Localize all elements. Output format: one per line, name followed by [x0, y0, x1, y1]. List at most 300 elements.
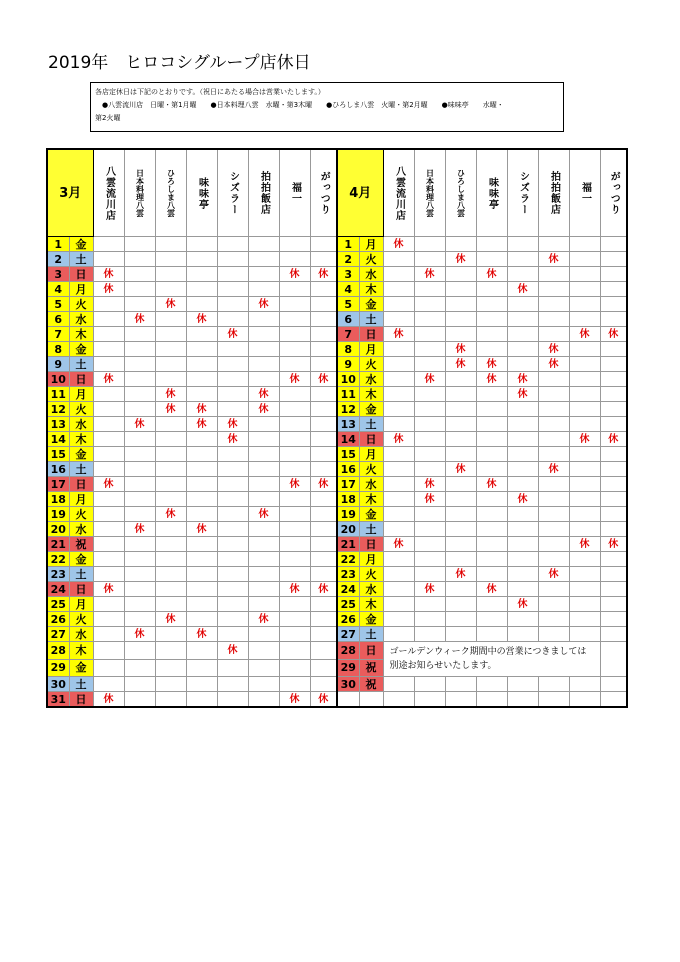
- day-row: [47, 237, 627, 252]
- cell: [155, 252, 186, 267]
- cell: [414, 402, 445, 417]
- cell: [279, 432, 310, 447]
- closed-mark: 休: [383, 537, 414, 552]
- cell: [383, 692, 414, 708]
- cell: [507, 537, 538, 552]
- day-number: 20: [337, 522, 359, 537]
- cell: [445, 522, 476, 537]
- day-number: 31: [47, 692, 69, 708]
- cell: [600, 642, 627, 677]
- closed-mark: 休: [124, 627, 155, 642]
- closed-mark: 休: [476, 372, 507, 387]
- page-title: 2019年 ヒロコシグループ店休日: [48, 53, 311, 73]
- shop-header: [155, 149, 186, 237]
- cell: [279, 522, 310, 537]
- cell: [248, 462, 279, 477]
- cell: [155, 432, 186, 447]
- shop-name: 日本料理八雲: [135, 169, 145, 217]
- cell: [217, 252, 248, 267]
- cell: [507, 477, 538, 492]
- closed-mark: 休: [600, 327, 627, 342]
- cell: [217, 692, 248, 708]
- shop-name: 拍拍飯店: [258, 171, 270, 215]
- cell: [383, 612, 414, 627]
- cell: [600, 692, 627, 708]
- cell: [445, 372, 476, 387]
- cell: [569, 342, 600, 357]
- cell: [414, 417, 445, 432]
- cell: [414, 522, 445, 537]
- cell: [217, 537, 248, 552]
- cell: [476, 327, 507, 342]
- weekday: 土: [69, 357, 93, 372]
- cell: [186, 297, 217, 312]
- cell: [93, 659, 124, 677]
- cell: [248, 372, 279, 387]
- cell: [279, 417, 310, 432]
- cell: [445, 692, 476, 708]
- cell: [445, 417, 476, 432]
- cell: [507, 677, 538, 692]
- cell: [93, 432, 124, 447]
- cell: [538, 537, 569, 552]
- closed-mark: 休: [507, 387, 538, 402]
- weekday: 日: [359, 642, 383, 660]
- cell: [155, 597, 186, 612]
- cell: [248, 642, 279, 660]
- cell: [414, 342, 445, 357]
- cell: [569, 612, 600, 627]
- cell: [217, 477, 248, 492]
- closed-mark: 休: [507, 492, 538, 507]
- cell: [310, 417, 337, 432]
- weekday: 月: [359, 237, 383, 252]
- cell: [476, 677, 507, 692]
- cell: [248, 342, 279, 357]
- cell: [507, 582, 538, 597]
- cell: [248, 552, 279, 567]
- cell: [414, 552, 445, 567]
- shop-header: [569, 149, 600, 237]
- cell: [569, 507, 600, 522]
- closed-mark: 休: [476, 477, 507, 492]
- closed-mark: 休: [507, 597, 538, 612]
- cell: [476, 597, 507, 612]
- cell: [217, 492, 248, 507]
- cell: [248, 659, 279, 677]
- cell: [310, 627, 337, 642]
- day-number: 8: [337, 342, 359, 357]
- cell: [217, 677, 248, 692]
- cell: [248, 477, 279, 492]
- cell: [476, 612, 507, 627]
- cell: [217, 312, 248, 327]
- closed-mark: 休: [155, 507, 186, 522]
- cell: [507, 357, 538, 372]
- closed-mark: 休: [310, 477, 337, 492]
- weekday: 土: [69, 677, 93, 692]
- cell: [93, 297, 124, 312]
- day-number: 12: [47, 402, 69, 417]
- cell: [124, 582, 155, 597]
- day-number: 18: [337, 492, 359, 507]
- day-row: [47, 357, 627, 372]
- shop-name: がっつり: [608, 171, 620, 215]
- cell: [414, 677, 445, 692]
- closed-mark: 休: [538, 357, 569, 372]
- cell: [186, 642, 217, 660]
- day-row: [47, 297, 627, 312]
- day-row: [47, 507, 627, 522]
- weekday: 木: [69, 642, 93, 660]
- weekday: 火: [359, 252, 383, 267]
- cell: [279, 659, 310, 677]
- cell: [569, 627, 600, 642]
- closed-mark: 休: [279, 267, 310, 282]
- notice-line: 第2火曜: [95, 114, 121, 122]
- cell: [476, 627, 507, 642]
- weekday: 金: [69, 237, 93, 252]
- cell: [248, 597, 279, 612]
- cell: [476, 507, 507, 522]
- cell: [310, 597, 337, 612]
- cell: [310, 462, 337, 477]
- cell: [217, 447, 248, 462]
- cell: [279, 447, 310, 462]
- day-number: 4: [47, 282, 69, 297]
- cell: [248, 447, 279, 462]
- cell: [124, 567, 155, 582]
- cell: [600, 507, 627, 522]
- day-number: 24: [47, 582, 69, 597]
- day-number: 25: [337, 597, 359, 612]
- closed-mark: 休: [124, 522, 155, 537]
- day-number: 1: [337, 237, 359, 252]
- cell: [186, 447, 217, 462]
- day-number: 14: [337, 432, 359, 447]
- cell: [186, 537, 217, 552]
- closed-mark: 休: [217, 432, 248, 447]
- day-number: 27: [47, 627, 69, 642]
- weekday: 金: [69, 342, 93, 357]
- closed-mark: 休: [445, 357, 476, 372]
- cell: [93, 357, 124, 372]
- weekday: 水: [359, 372, 383, 387]
- cell: [445, 552, 476, 567]
- cell: [600, 627, 627, 642]
- day-row: [47, 567, 627, 582]
- cell: [445, 402, 476, 417]
- cell: [93, 342, 124, 357]
- cell: [476, 402, 507, 417]
- closed-mark: 休: [248, 402, 279, 417]
- closed-mark: 休: [538, 567, 569, 582]
- cell: [383, 677, 414, 692]
- weekday: 木: [69, 327, 93, 342]
- day-row: [47, 447, 627, 462]
- cell: [186, 477, 217, 492]
- day-row: [47, 597, 627, 612]
- cell: [445, 677, 476, 692]
- day-number: 30: [337, 677, 359, 692]
- day-row: [47, 552, 627, 567]
- cell: [476, 387, 507, 402]
- cell: [600, 677, 627, 692]
- weekday: 火: [359, 567, 383, 582]
- cell: [538, 237, 569, 252]
- cell: [217, 522, 248, 537]
- day-row: [47, 252, 627, 267]
- cell: [310, 552, 337, 567]
- cell: [186, 567, 217, 582]
- cell: [93, 447, 124, 462]
- weekday: 木: [359, 282, 383, 297]
- weekday: 土: [359, 627, 383, 642]
- closed-mark: 休: [310, 582, 337, 597]
- cell: [569, 312, 600, 327]
- weekday: 水: [69, 417, 93, 432]
- cell: [414, 327, 445, 342]
- day-number: 17: [47, 477, 69, 492]
- closed-mark: 休: [155, 402, 186, 417]
- day-number: 6: [337, 312, 359, 327]
- closed-mark: 休: [93, 582, 124, 597]
- closed-mark: 休: [279, 477, 310, 492]
- cell: [538, 597, 569, 612]
- cell: [279, 282, 310, 297]
- cell: [186, 267, 217, 282]
- cell: [124, 659, 155, 677]
- day-row: [47, 387, 627, 402]
- day-number: 23: [337, 567, 359, 582]
- cell: [414, 282, 445, 297]
- cell: [124, 372, 155, 387]
- closed-mark: 休: [93, 692, 124, 708]
- cell: [445, 327, 476, 342]
- cell: [445, 237, 476, 252]
- cell: [279, 252, 310, 267]
- cell: [383, 597, 414, 612]
- cell: [414, 297, 445, 312]
- shop-header: [383, 149, 414, 237]
- cell: [124, 612, 155, 627]
- cell: [569, 522, 600, 537]
- cell: [476, 417, 507, 432]
- cell: [476, 252, 507, 267]
- cell: [248, 267, 279, 282]
- cell: [217, 342, 248, 357]
- weekday: 日: [359, 537, 383, 552]
- cell: [124, 597, 155, 612]
- cell: [217, 552, 248, 567]
- closed-mark: 休: [155, 387, 186, 402]
- day-number: 28: [47, 642, 69, 660]
- cell: [600, 312, 627, 327]
- cell: [383, 387, 414, 402]
- day-number: 8: [47, 342, 69, 357]
- weekday: 火: [359, 357, 383, 372]
- weekday: 祝: [359, 677, 383, 692]
- cell: [383, 282, 414, 297]
- closed-mark: 休: [310, 692, 337, 708]
- cell: [310, 237, 337, 252]
- cell: [93, 327, 124, 342]
- cell: [93, 677, 124, 692]
- cell: [476, 432, 507, 447]
- cell: [569, 477, 600, 492]
- cell: [310, 402, 337, 417]
- cell: [445, 627, 476, 642]
- weekday: 月: [359, 342, 383, 357]
- cell: [600, 522, 627, 537]
- day-number: [337, 692, 359, 708]
- cell: [383, 552, 414, 567]
- cell: [124, 462, 155, 477]
- cell: [279, 402, 310, 417]
- cell: [279, 642, 310, 660]
- day-row: [47, 462, 627, 477]
- weekday: 日: [69, 692, 93, 708]
- cell: [383, 312, 414, 327]
- cell: [217, 567, 248, 582]
- cell: [414, 537, 445, 552]
- shop-name: シズラー: [227, 171, 239, 215]
- cell: [414, 432, 445, 447]
- cell: [507, 252, 538, 267]
- cell: [124, 297, 155, 312]
- day-number: 10: [337, 372, 359, 387]
- day-row: [47, 267, 627, 282]
- day-number: 3: [47, 267, 69, 282]
- weekday: 火: [69, 507, 93, 522]
- day-number: 19: [337, 507, 359, 522]
- cell: [186, 432, 217, 447]
- day-row: [47, 612, 627, 627]
- cell: [569, 582, 600, 597]
- weekday: 日: [69, 582, 93, 597]
- cell: [414, 357, 445, 372]
- closed-mark: 休: [507, 282, 538, 297]
- cell: [476, 297, 507, 312]
- closed-mark: 休: [476, 582, 507, 597]
- shop-name: がっつり: [318, 171, 330, 215]
- shop-header: [217, 149, 248, 237]
- closed-mark: 休: [445, 567, 476, 582]
- shop-header: [476, 149, 507, 237]
- day-row: [47, 692, 627, 708]
- cell: [383, 357, 414, 372]
- closed-mark: 休: [248, 297, 279, 312]
- cell: [569, 297, 600, 312]
- day-number: 7: [47, 327, 69, 342]
- cell: [600, 552, 627, 567]
- day-number: 10: [47, 372, 69, 387]
- day-number: 13: [337, 417, 359, 432]
- cell: [217, 237, 248, 252]
- day-number: 3: [337, 267, 359, 282]
- closed-mark: 休: [124, 312, 155, 327]
- cell: [414, 612, 445, 627]
- day-number: 13: [47, 417, 69, 432]
- cell: [538, 612, 569, 627]
- cell: [93, 312, 124, 327]
- closed-mark: 休: [186, 312, 217, 327]
- cell: [279, 387, 310, 402]
- cell: [600, 357, 627, 372]
- weekday: 金: [359, 612, 383, 627]
- cell: [414, 567, 445, 582]
- cell: [310, 297, 337, 312]
- weekday: 金: [359, 402, 383, 417]
- notice-line: 各店定休日は下記のとおりです。（祝日にあたる場合は営業いたします。）: [95, 88, 325, 96]
- cell: [383, 582, 414, 597]
- closed-mark: 休: [217, 327, 248, 342]
- cell: [600, 447, 627, 462]
- cell: [279, 357, 310, 372]
- cell: [310, 612, 337, 627]
- day-number: 21: [337, 537, 359, 552]
- weekday: 金: [359, 297, 383, 312]
- day-row: [47, 282, 627, 297]
- day-number: 16: [337, 462, 359, 477]
- cell: [248, 252, 279, 267]
- closed-mark: 休: [414, 582, 445, 597]
- shop-header: [538, 149, 569, 237]
- closed-mark: 休: [93, 267, 124, 282]
- day-number: 15: [337, 447, 359, 462]
- cell: [155, 327, 186, 342]
- cell: [538, 552, 569, 567]
- closed-mark: 休: [383, 327, 414, 342]
- cell: [279, 677, 310, 692]
- cell: [217, 597, 248, 612]
- cell: [248, 522, 279, 537]
- weekday: 金: [69, 659, 93, 677]
- cell: [217, 507, 248, 522]
- weekday: 日: [69, 477, 93, 492]
- cell: [93, 552, 124, 567]
- day-number: 9: [337, 357, 359, 372]
- closed-mark: 休: [507, 372, 538, 387]
- closed-mark: 休: [310, 372, 337, 387]
- cell: [279, 537, 310, 552]
- day-number: 26: [337, 612, 359, 627]
- weekday: 火: [359, 462, 383, 477]
- cell: [155, 267, 186, 282]
- closed-mark: 休: [217, 642, 248, 660]
- cell: [538, 677, 569, 692]
- cell: [383, 267, 414, 282]
- holiday-calendar-table: [46, 148, 628, 708]
- cell: [538, 477, 569, 492]
- cell: [155, 642, 186, 660]
- cell: [445, 507, 476, 522]
- closed-mark: 休: [155, 612, 186, 627]
- shop-header: [600, 149, 627, 237]
- cell: [445, 387, 476, 402]
- cell: [217, 372, 248, 387]
- day-number: 2: [47, 252, 69, 267]
- weekday: 水: [359, 267, 383, 282]
- cell: [248, 537, 279, 552]
- cell: [186, 357, 217, 372]
- cell: [93, 627, 124, 642]
- weekday: 祝: [69, 537, 93, 552]
- cell: [600, 267, 627, 282]
- weekday: 金: [359, 507, 383, 522]
- closed-mark: 休: [186, 417, 217, 432]
- cell: [124, 237, 155, 252]
